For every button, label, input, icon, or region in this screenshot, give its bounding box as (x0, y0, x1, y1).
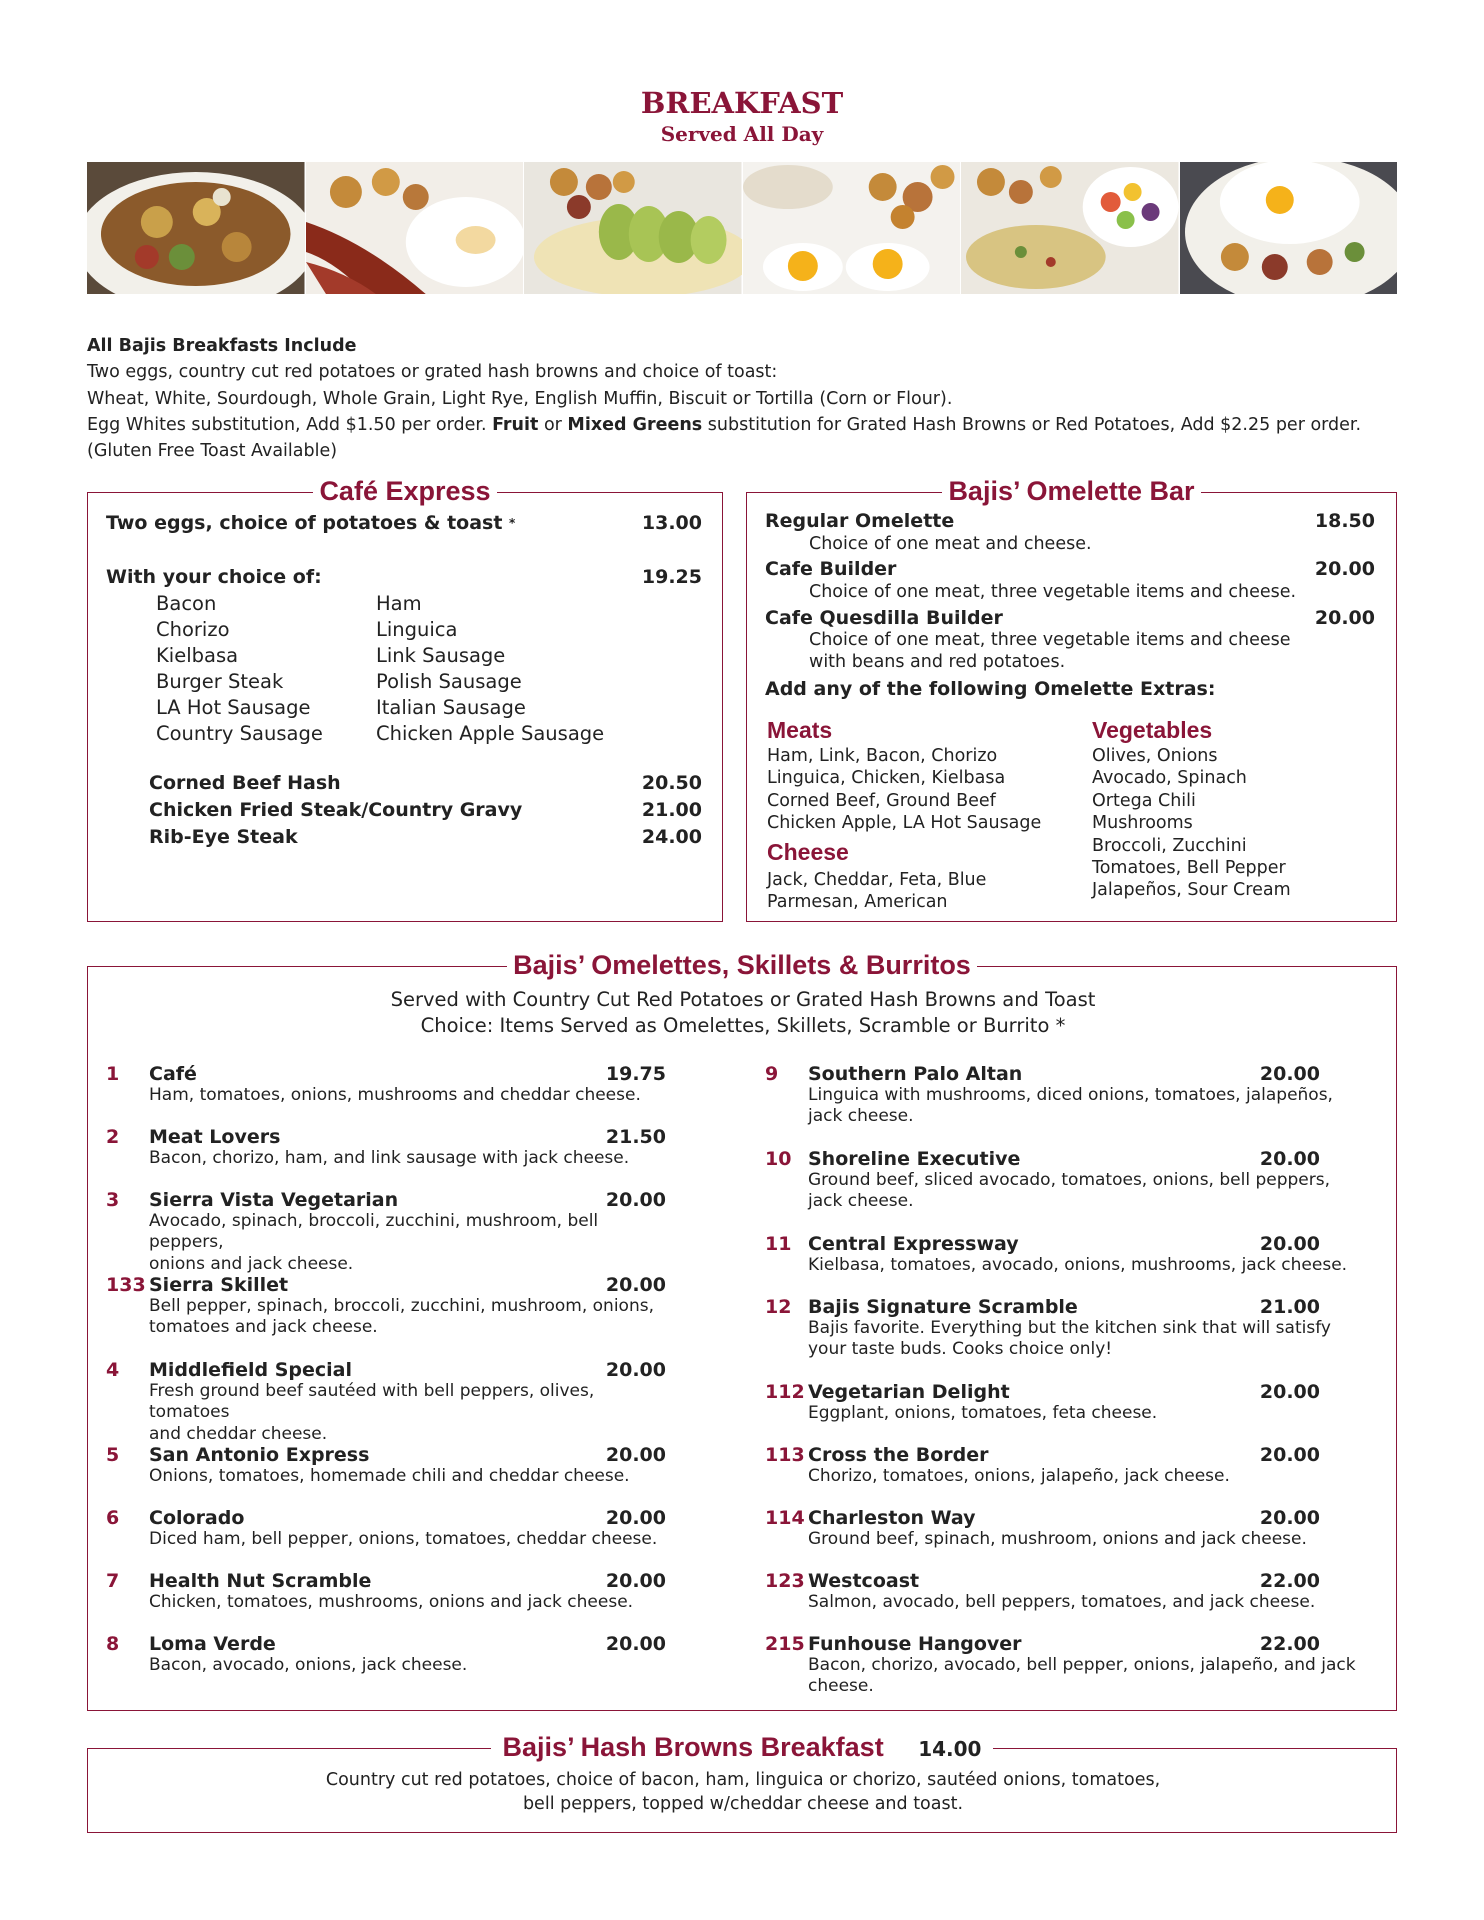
meats-list: Ham, Link, Bacon, Chorizo Linguica, Chicken, Kielbasa Corned Beef, Ground Beef Chicken Apple, LA Hot Sausage (767, 746, 1042, 834)
omelette-bar-section (746, 476, 1397, 922)
omelettes-title: Bajis’ Omelettes, Skillets & Burritos (88, 951, 1396, 981)
meat-choices-left: Bacon Chorizo Kielbasa Burger Steak LA Hot Sausage Country Sausage (156, 592, 323, 745)
hash-browns-desc-2: bell peppers, topped w/cheddar cheese and toast. (522, 1794, 964, 1814)
omelette-cafe-builder: Cafe Builder 20.00 (765, 558, 1375, 580)
omelette-quesdilla-builder: Cafe Quesdilla Builder 20.00 (765, 607, 1375, 629)
cafe-special-corned-beef: Corned Beef Hash 20.50 (149, 772, 702, 794)
omelettes-subtitle-2: Choice: Items Served as Omelettes, Skillets, Scramble or Burrito * (420, 1014, 1066, 1037)
page-title: BREAKFAST (640, 86, 844, 120)
omelettes-subtitle-1: Served with Country Cut Red Potatoes or Grated Hash Browns and Toast (390, 988, 1096, 1011)
breakfast-includes (87, 333, 1397, 464)
cafe-special-chicken-fried-steak: Chicken Fried Steak/Country Gravy 21.00 (149, 799, 702, 821)
vegetables-heading: Vegetables (1092, 717, 1213, 743)
egg-skillet-photo (1180, 162, 1398, 294)
bacon-eggs-photo (306, 162, 525, 294)
omelette-cafe-builder-desc: Choice of one meat, three vegetable items and cheese. (809, 582, 1297, 602)
omelettes-skillets-section: Bajis’ Omelettes, Skillets & Burritos Served with Country Cut Red Potatoes or Grated Hash Browns and Toast Choice: Items Served as Omelettes, Skillets, Scramble or Burrito * 1 Café 19.75 Ham, tomatoes, onions, mushrooms and cheddar cheese. 2 Meat Lovers 21.50 Bacon, chorizo, ham, and link sausage with jack cheese. 3 Sierra Vista Vegetarian 20.00 Avocado, spinach, broccoli, zucchini, mushroom, bell peppers, onions and jack cheese. 133 Sierra Skillet 20.00 Bell pepper, spinach, broccoli, zucchini, mushroom, onions, tomatoes and jack cheese. 4 Middlefield Special 20.00 Fresh ground beef sautéed with bell peppers, olives, tomatoes and cheddar cheese. 5 San Antonio Express 20.00 Onions, tomatoes, homemade chili and cheddar cheese. 6 Colorado 20.00 Diced ham, bell pepper, onions, tomatoes, cheddar cheese. 7 Health Nut Scramble 20.00 Chicken, tomatoes, mushrooms, onions and jack cheese. 8 Loma Verde 20.00 Bacon, avocado, onions, jack cheese. 9 Southern Palo Altan 20.00 Linguica with mushrooms, diced onions, tomatoes, jalapeños, jack cheese. 10 Shoreline Executive 20.00 Ground beef, sliced avocado, tomatoes, onions, bell peppers, jack cheese. 11 Central Expressway 20.00 Kielbasa, tomatoes, avocado, onions, mushrooms, jack cheese. 12 Bajis Signature Scramble 21.00 Bajis favorite. Everything but the kitchen sink that will satisfy your taste buds. Cooks choice only! 112 Vegetarian Delight 20.00 Eggplant, onions, tomatoes, feta cheese. 113 Cross the Border 20.00 Chorizo, tomatoes, onions, jalapeño, jack cheese. 114 Charleston Way 20.00 Ground beef, spinach, mushroom, onions and jack cheese. 123 Westcoast 22.00 Salmon, avocado, bell peppers, tomatoes, and jack cheese. 215 Funhouse Hangover 22.00 Bacon, chorizo, avocado, bell pepper, onions, jalapeño, and jack cheese. (87, 966, 1397, 1711)
includes-line-2: Wheat, White, Sourdough, Whole Grain, Light Rye, English Muffin, Biscuit or Tortilla (Corn or Flour). (87, 388, 953, 409)
meat-choices-right: Ham Linguica Link Sausage Polish Sausage Italian Sausage Chicken Apple Sausage (376, 592, 605, 745)
includes-line-3: Egg Whites substitution, Add $1.50 per order. Fruit or Mixed Greens substitution for Grated Hash Browns or Red Potatoes, Add $2.25 per order. (87, 414, 1362, 435)
cafe-express-section (87, 476, 723, 922)
omelette-regular-desc: Choice of one meat and cheese. (809, 534, 1092, 554)
omelette-regular: Regular Omelette 18.50 (765, 510, 1375, 532)
includes-line-4: (Gluten Free Toast Available) (87, 441, 338, 461)
cafe-express-title: Café Express (88, 477, 722, 507)
cheese-heading: Cheese (767, 839, 849, 865)
page-subtitle: Served All Day (660, 122, 824, 146)
includes-heading: All Bajis Breakfasts Include (87, 336, 357, 356)
cafe-special-rib-eye: Rib-Eye Steak 24.00 (149, 826, 702, 848)
omelette-extras-heading: Add any of the following Omelette Extras: (765, 678, 1216, 700)
hash-browns-price: 14.00 (912, 1737, 987, 1761)
hash-browns-title: Bajis’ Hash Browns Breakfast 14.00 (88, 1733, 1396, 1763)
avocado-omelette-photo (524, 162, 743, 294)
vegetables-list: Olives, Onions Avocado, Spinach Ortega Chili Mushrooms Broccoli, Zucchini Tomatoes, Bell Pepper Jalapeños, Sour Cream (1092, 746, 1291, 901)
skillet-photo (87, 162, 306, 294)
hash-browns-section (87, 1732, 1397, 1833)
omelette-bar-title: Bajis’ Omelette Bar (747, 477, 1396, 507)
includes-line-1: Two eggs, country cut red potatoes or grated hash browns and choice of toast: (87, 362, 778, 383)
cheese-list: Jack, Cheddar, Feta, Blue Parmesan, American (767, 870, 987, 913)
fruit-cheese-photo (961, 162, 1180, 294)
sunny-eggs-photo (743, 162, 962, 294)
hash-browns-desc-1: Country cut red potatoes, choice of bacon, ham, linguica or chorizo, sautéed onions, tomatoes, (325, 1770, 1161, 1790)
meats-heading: Meats (767, 717, 833, 743)
omelette-quesdilla-desc: Choice of one meat, three vegetable items and cheese with beans and red potatoes. (809, 630, 1291, 672)
cafe-item-two-eggs: Two eggs, choice of potatoes & toast * 13.00 (106, 512, 702, 534)
food-photo-strip (87, 162, 1397, 294)
cafe-item-choice: With your choice of: 19.25 (106, 566, 702, 588)
